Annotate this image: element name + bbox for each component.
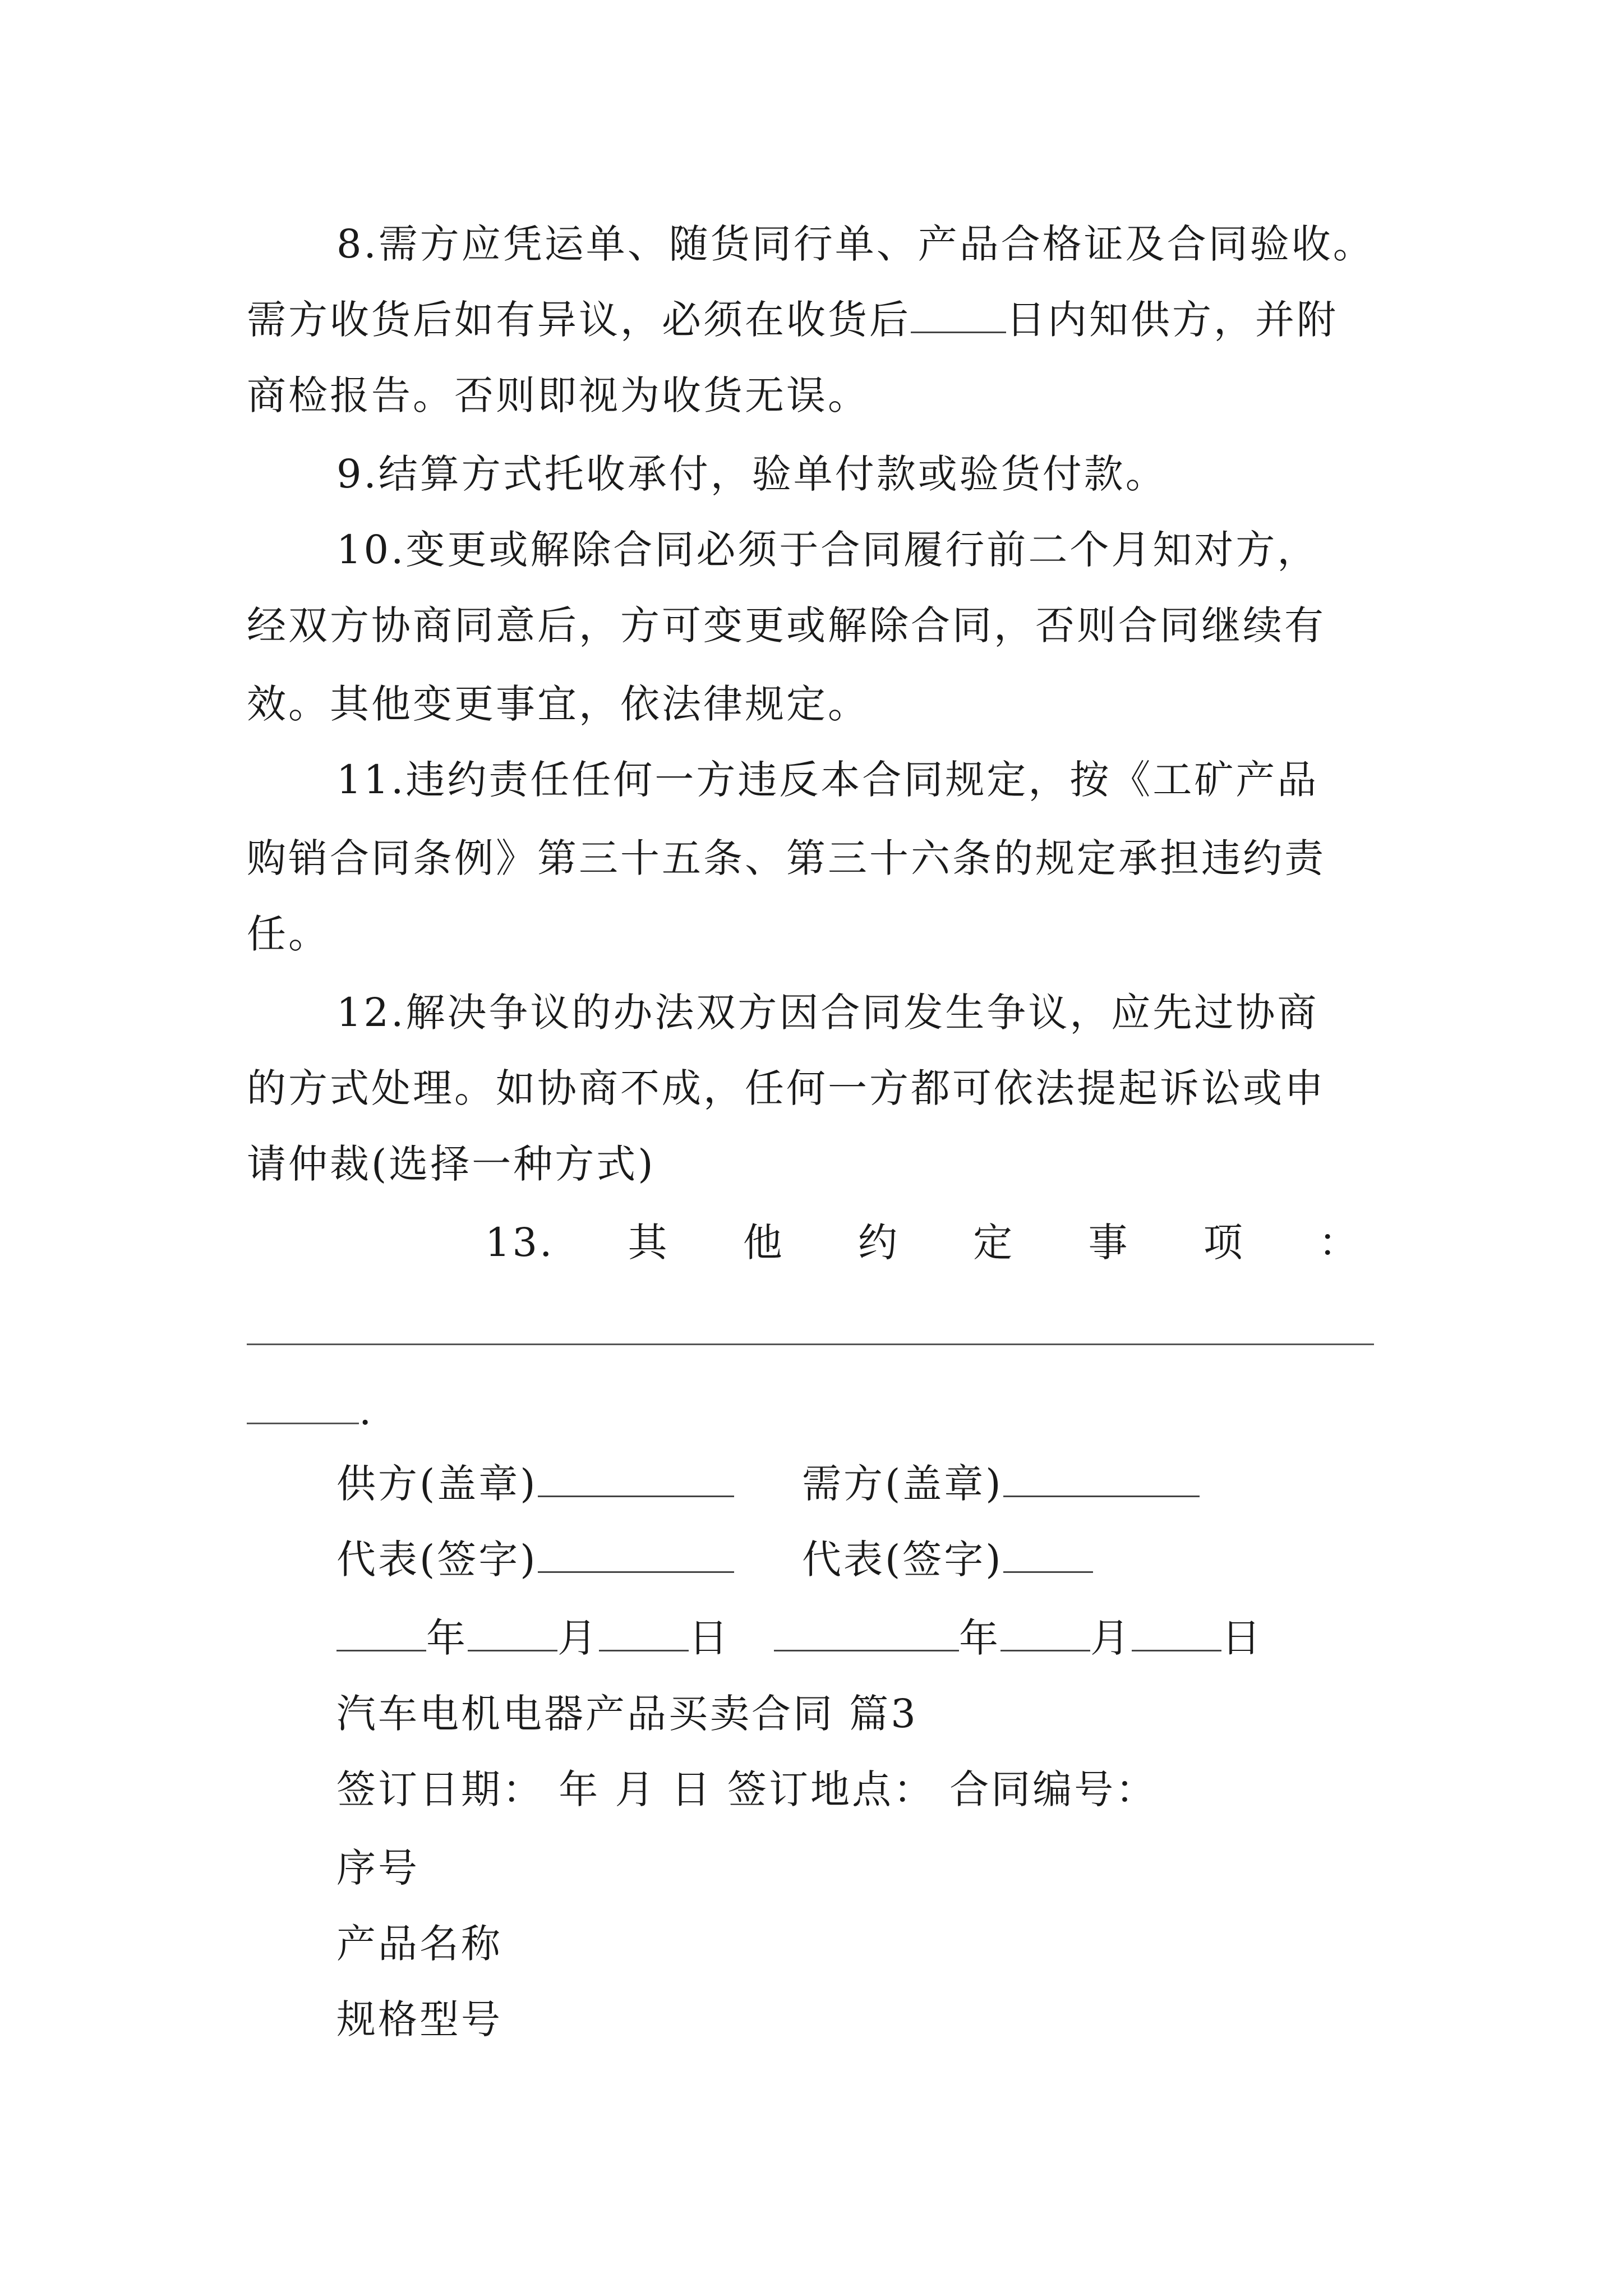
clause-13-char-6: 事 (1088, 1220, 1130, 1266)
clause-13-char-7: 项 (1203, 1220, 1245, 1266)
date-day-2: 日 (1221, 1615, 1263, 1661)
date-blank-1 (336, 1614, 426, 1651)
buyer-seal-label: 需方(盖章) (802, 1461, 1003, 1507)
clause-9: 9.结算方式托收承付，验单付款或验货付款。 (336, 451, 1167, 497)
table-header-seq: 序号 (336, 1845, 419, 1891)
clause-11-line-1: 11.违约责任任何一方违反本合同规定，按《工矿产品 (336, 757, 1319, 803)
date-month-1: 月 (557, 1615, 599, 1661)
clause-12-line-3: 请仲裁(选择一种方式) (247, 1141, 656, 1187)
rep-sign-label-2: 代表(签字) (802, 1536, 1003, 1582)
date-blank-2 (468, 1614, 557, 1651)
date-group-2 (774, 1613, 1263, 1663)
signature-row-rep (336, 1534, 1481, 1585)
date-blank-4 (774, 1614, 959, 1651)
clause-10-line-2: 经双方协商同意后，方可变更或解除合同，否则合同继续有 (247, 602, 1326, 648)
rep-sign-label-1: 代表(签字) (336, 1536, 538, 1582)
rep-sign-field-2 (1003, 1535, 1093, 1573)
buyer-seal-field (1003, 1460, 1200, 1497)
clause-8-line-1: 8.需方应凭运单、随货同行单、产品合格证及合同验收。 (336, 221, 1375, 267)
clause-11-line-3: 任。 (247, 911, 330, 957)
clause-13-char-1: 13. (485, 1220, 555, 1266)
clause-11-line-2: 购销合同条例》第三十五条、第三十六条的规定承担违约责 (247, 835, 1326, 881)
rep-sign-group-2 (802, 1534, 1093, 1585)
clause-13-char-5: 定 (973, 1220, 1015, 1266)
clause-13-heading (485, 1217, 1360, 1268)
sign-info-line: 签订日期： 年 月 日 签订地点： 合同编号： (336, 1766, 1158, 1812)
date-blank-3 (599, 1614, 689, 1651)
clause-8-line-2 (247, 295, 1391, 345)
clause-13-char-3: 他 (743, 1220, 785, 1266)
clause-13-char-2: 其 (628, 1220, 670, 1266)
clause-8-line-3: 商检报告。否则即视为收货无误。 (247, 372, 869, 418)
clause-13-char-4: 约 (858, 1220, 900, 1266)
supplier-seal-label: 供方(盖章) (336, 1461, 538, 1507)
clause-10-line-3: 效。其他变更事宜，依法律规定。 (247, 681, 869, 727)
clause-12-line-1: 12.解决争议的办法双方因合同发生争议，应先过协商 (336, 990, 1319, 1036)
date-day-1: 日 (689, 1615, 730, 1661)
date-blank-6 (1132, 1614, 1221, 1651)
clause-13-fill-line (247, 1343, 1374, 1345)
date-year-1: 年 (426, 1615, 468, 1661)
clause-10-line-1: 10.变更或解除合同必须于合同履行前二个月知对方， (336, 527, 1319, 573)
date-blank-5 (1000, 1614, 1090, 1651)
signature-row-seal (336, 1458, 1481, 1509)
clause-12-line-2: 的方式处理。如协商不成，任何一方都可依法提起诉讼或申 (247, 1065, 1326, 1111)
clause-13-end-period: . (359, 1388, 374, 1434)
date-year-2: 年 (959, 1615, 1000, 1661)
buyer-seal-group (802, 1458, 1200, 1509)
rep-sign-field-1 (538, 1535, 734, 1573)
date-month-2: 月 (1090, 1615, 1132, 1661)
clause-8-line-2-text-a: 需方收货后如有异议，必须在收货后 (247, 297, 911, 343)
section-title: 汽车电机电器产品买卖合同 篇3 (336, 1691, 918, 1737)
clause-13-end-line (247, 1386, 1391, 1436)
table-header-product-name: 产品名称 (336, 1921, 502, 1967)
supplier-seal-field (538, 1460, 734, 1497)
signature-row-date (336, 1613, 1481, 1663)
clause-13-char-8: ： (1318, 1220, 1360, 1266)
clause-13-short-line (247, 1387, 359, 1424)
clause-8-line-2-text-b: 日内知供方，并附 (1006, 297, 1338, 343)
blank-days-field (911, 296, 1006, 333)
table-header-spec: 规格型号 (336, 1996, 502, 2042)
